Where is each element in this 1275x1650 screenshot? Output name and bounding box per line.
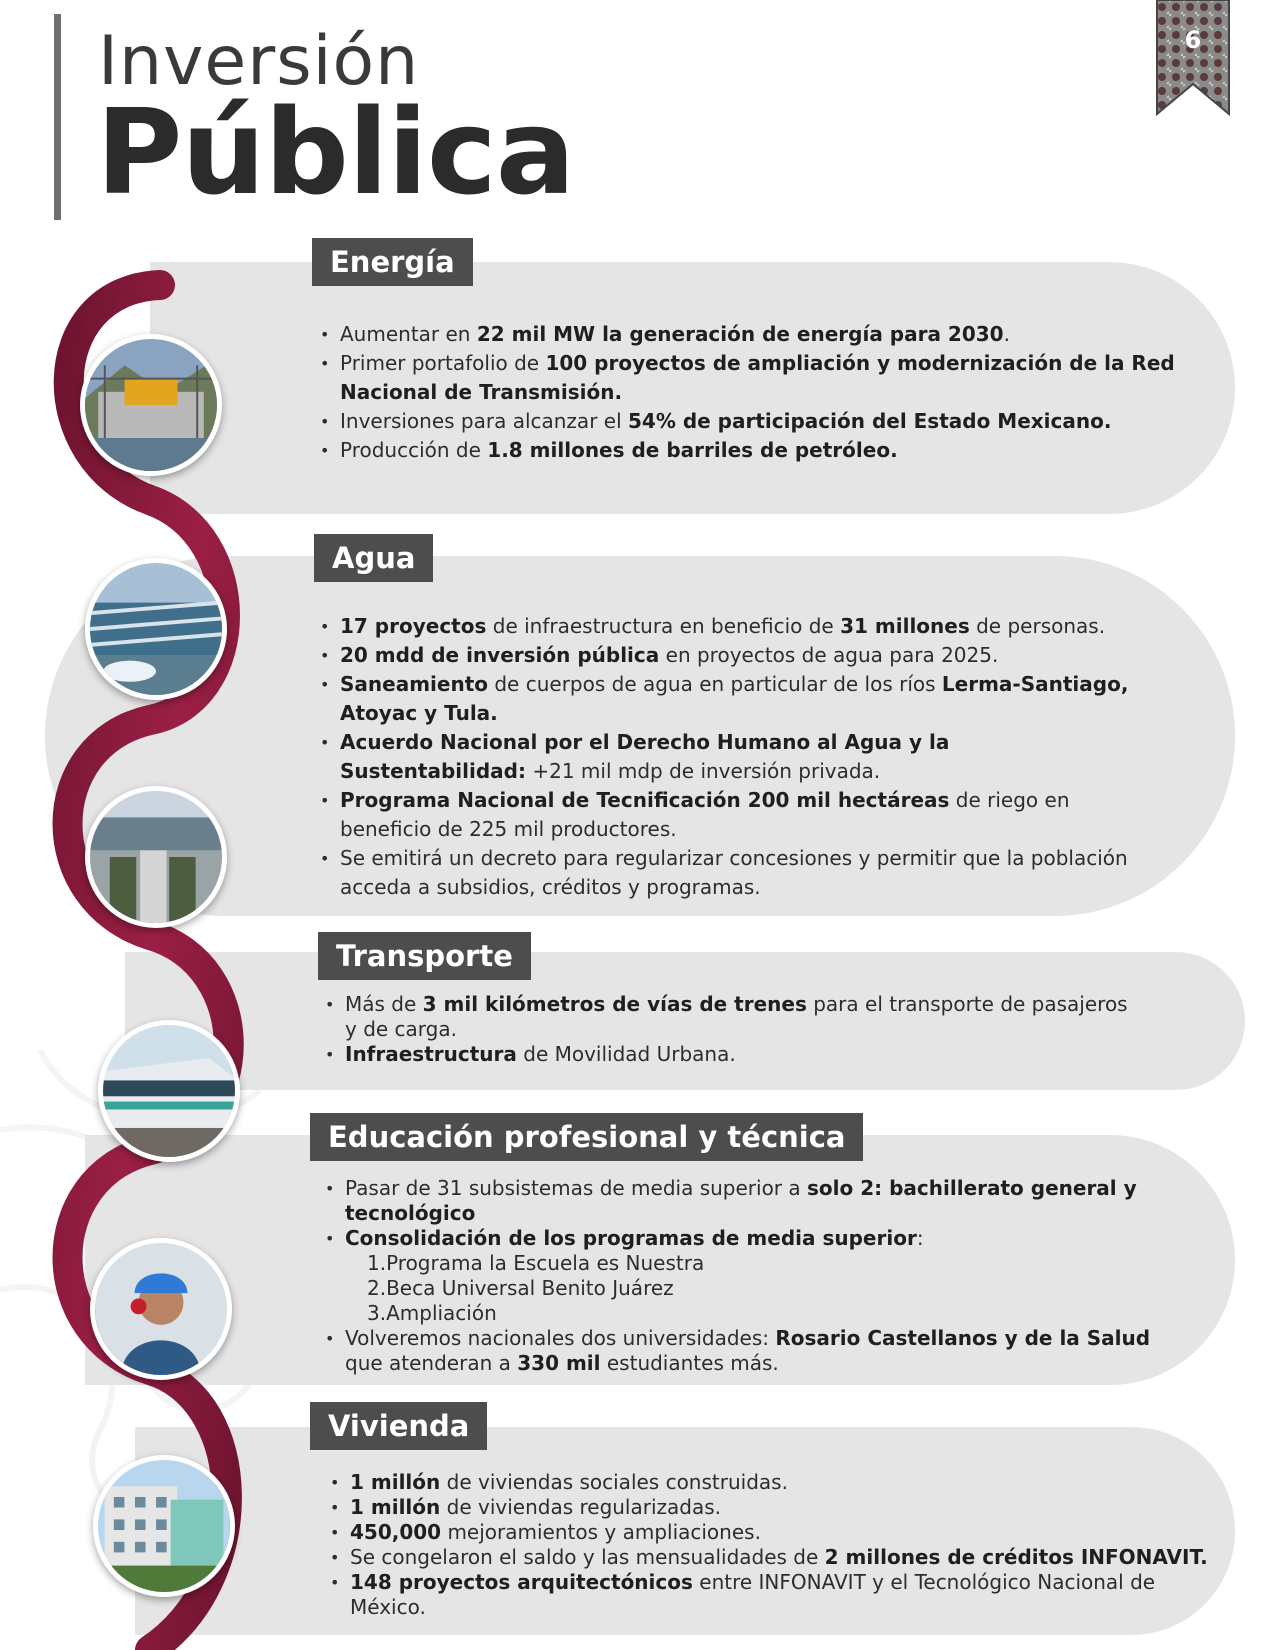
list-item: • 20 mdd de inversión pública en proyectos de agua para 2025.	[320, 641, 1140, 670]
list-item: • Se congelaron el saldo y las mensualidades de 2 millones de créditos INFONAVIT.	[330, 1545, 1210, 1570]
list-item: • 1 millón de viviendas sociales construidas.	[330, 1470, 1210, 1495]
educacion-sublist	[345, 1251, 1175, 1326]
sublist-item: 2.Beca Universal Benito Juárez	[367, 1276, 674, 1300]
list-item: • Programa Nacional de Tecnificación 200 mil hectáreas de riego en beneficio de 225 mil productores.	[320, 786, 1140, 844]
technician-photo	[90, 1238, 232, 1380]
agua-list	[320, 612, 1140, 902]
transporte-list	[325, 992, 1145, 1067]
list-item: • 17 proyectos de infraestructura en beneficio de 31 millones de personas.	[320, 612, 1140, 641]
educacion-list	[325, 1176, 1175, 1376]
title-accent-bar	[54, 14, 61, 220]
list-item: • 148 proyectos arquitectónicos entre INFONAVIT y el Tecnológico Nacional de México.	[330, 1570, 1210, 1620]
housing-photo	[93, 1455, 235, 1597]
list-item: • Pasar de 31 subsistemas de media superior a solo 2: bachillerato general y tecnológico	[325, 1176, 1175, 1226]
page-title-line2: Pública	[96, 83, 575, 221]
list-item: • 1 millón de viviendas regularizadas.	[330, 1495, 1210, 1520]
water-plant-photo	[85, 786, 227, 928]
list-item: • Se emitirá un decreto para regularizar concesiones y permitir que la población acceda a subsidios, créditos y programas.	[320, 844, 1140, 902]
page-title-line1: Inversión	[98, 22, 420, 101]
list-item: • 450,000 mejoramientos y ampliaciones.	[330, 1520, 1210, 1545]
list-item: • Más de 3 mil kilómetros de vías de trenes para el transporte de pasajeros y de carga.	[325, 992, 1145, 1042]
list-item: • Aumentar en 22 mil MW la generación de energía para 2030.	[320, 320, 1190, 349]
water-treatment-photo	[85, 558, 227, 700]
list-item: • Producción de 1.8 millones de barriles de petróleo.	[320, 436, 1190, 465]
vivienda-list	[330, 1470, 1210, 1620]
power-plant-photo	[80, 334, 222, 476]
transporte-title: Transporte	[318, 932, 531, 980]
sublist-item: 1.Programa la Escuela es Nuestra	[367, 1251, 705, 1275]
list-item: • Volveremos nacionales dos universidades: Rosario Castellanos y de la Salud que atenderan a 330 mil estudiantes más.	[325, 1326, 1175, 1376]
list-item: • Acuerdo Nacional por el Derecho Humano al Agua y la Sustentabilidad: +21 mil mdp de inversión privada.	[320, 728, 1140, 786]
educacion-title: Educación profesional y técnica	[310, 1113, 863, 1161]
page-ribbon-icon	[1155, 0, 1231, 116]
energia-list	[320, 320, 1190, 465]
list-item: • Primer portafolio de 100 proyectos de ampliación y modernización de la Red Nacional de Transmisión.	[320, 349, 1190, 407]
train-photo	[98, 1020, 240, 1162]
list-item: • Consolidación de los programas de media superior: 1.Programa la Escuela es Nuestra 2.Beca Universal Benito Juárez 3.Ampliación	[325, 1226, 1175, 1326]
agua-title: Agua	[314, 534, 433, 582]
vivienda-title: Vivienda	[310, 1402, 487, 1450]
page-number: 6	[1184, 26, 1202, 54]
list-item: • Saneamiento de cuerpos de agua en particular de los ríos Lerma-Santiago, Atoyac y Tula.	[320, 670, 1140, 728]
sublist-item: 3.Ampliación	[367, 1301, 497, 1325]
energia-title: Energía	[312, 238, 473, 286]
list-item: • Infraestructura de Movilidad Urbana.	[325, 1042, 1145, 1067]
list-item: • Inversiones para alcanzar el 54% de participación del Estado Mexicano.	[320, 407, 1190, 436]
